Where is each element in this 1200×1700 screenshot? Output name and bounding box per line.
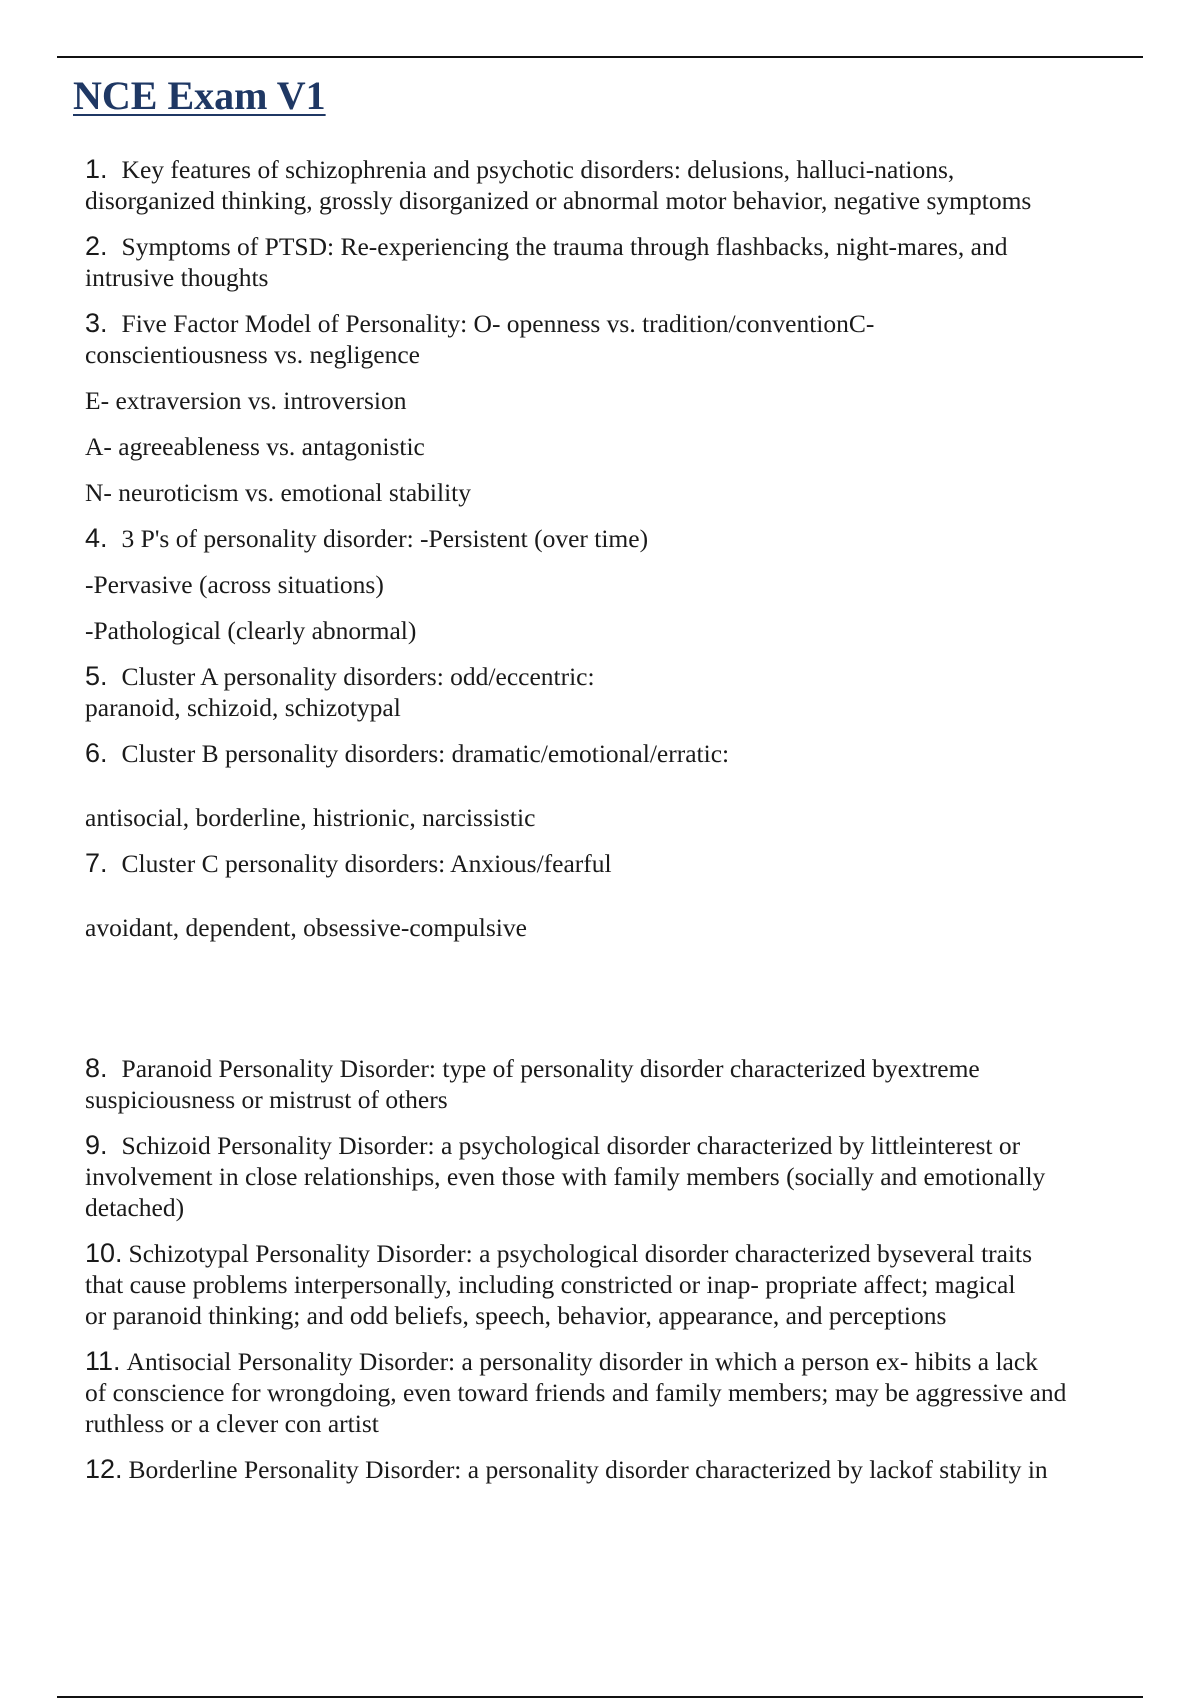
list-item-1 [85,154,1165,216]
item-text: Five Factor Model of Personality: O- openness vs. tradition/conventionC- [121,309,875,338]
item-text: 3 P's of personality disorder: -Persistent (over time) [121,524,649,553]
item-number: 4. [85,523,108,553]
item-continuation: detached) [85,1193,185,1222]
list-item-11 [85,1346,1165,1439]
item-number: 5. [85,661,108,691]
list-item-10 [85,1238,1165,1331]
item-number: 8. [85,1053,108,1083]
item-text: Cluster C personality disorders: Anxious/fearful [121,849,612,878]
item-continuation: paranoid, schizoid, schizotypal [85,693,401,722]
item-text: Borderline Personality Disorder: a personality disorder characterized by lackof stability in [128,1455,1048,1484]
item-continuation: that cause problems interpersonally, including constricted or inap- propriate affect; magical [85,1270,1016,1299]
sub-line: -Pervasive (across situations) [85,570,384,599]
item-text: Symptoms of PTSD: Re-experiencing the trauma through flashbacks, night-mares, and [121,232,1008,261]
item-number: 6. [85,738,108,768]
list-item-12 [85,1454,1165,1485]
bottom-rule [57,1696,1143,1698]
top-rule [57,56,1143,58]
item-continuation: conscientiousness vs. negligence [85,340,420,369]
list-item-9 [85,1130,1165,1223]
item-number: 3. [85,308,108,338]
item-number: 1. [85,154,108,184]
sub-line: E- extraversion vs. introversion [85,386,407,415]
list-item-4 [85,523,1165,554]
sub-line: -Pathological (clearly abnormal) [85,616,417,645]
sub-line: antisocial, borderline, histrionic, narcissistic [85,803,536,832]
document-body [85,154,1165,1500]
list-item-8 [85,1053,1165,1115]
item-number: 12. [85,1454,123,1484]
item-text: Cluster B personality disorders: dramatic/emotional/erratic: [121,739,730,768]
item-text: Schizotypal Personality Disorder: a psychological disorder characterized byseveral traits [128,1239,1033,1268]
item-continuation: of conscience for wrongdoing, even toward friends and family members; may be aggressive and [85,1378,1067,1407]
sub-line: N- neuroticism vs. emotional stability [85,478,471,507]
sub-line: avoidant, dependent, obsessive-compulsive [85,913,527,942]
item-text: Key features of schizophrenia and psychotic disorders: delusions, halluci-nations, [121,155,955,184]
item-number: 9. [85,1130,108,1160]
item-continuation: disorganized thinking, grossly disorganized or abnormal motor behavior, negative symptoms [85,186,1032,215]
item-continuation: intrusive thoughts [85,263,269,292]
item-number: 10. [85,1238,123,1268]
list-item-5 [85,661,1165,723]
item-text: Paranoid Personality Disorder: type of personality disorder characterized byextreme [121,1054,980,1083]
item-number: 7. [85,848,108,878]
item-number: 2. [85,231,108,261]
list-item-6 [85,738,1165,769]
item-number: 11. [85,1346,121,1376]
list-item-3 [85,308,1165,370]
item-continuation: or paranoid thinking; and odd beliefs, speech, behavior, appearance, and perceptions [85,1301,947,1330]
item-continuation: ruthless or a clever con artist [85,1409,379,1438]
page-title: NCE Exam V1 [73,73,326,118]
item-text: Cluster A personality disorders: odd/eccentric: [121,662,595,691]
list-item-7 [85,848,1165,879]
item-continuation: involvement in close relationships, even those with family members (socially and emotionally [85,1162,1046,1191]
list-item-2 [85,231,1165,293]
item-text: Schizoid Personality Disorder: a psychological disorder characterized by littleinterest or [121,1131,1021,1160]
item-continuation: suspiciousness or mistrust of others [85,1085,448,1114]
sub-line: A- agreeableness vs. antagonistic [85,432,425,461]
item-text: Antisocial Personality Disorder: a personality disorder in which a person ex- hibits a lack [126,1347,1038,1376]
